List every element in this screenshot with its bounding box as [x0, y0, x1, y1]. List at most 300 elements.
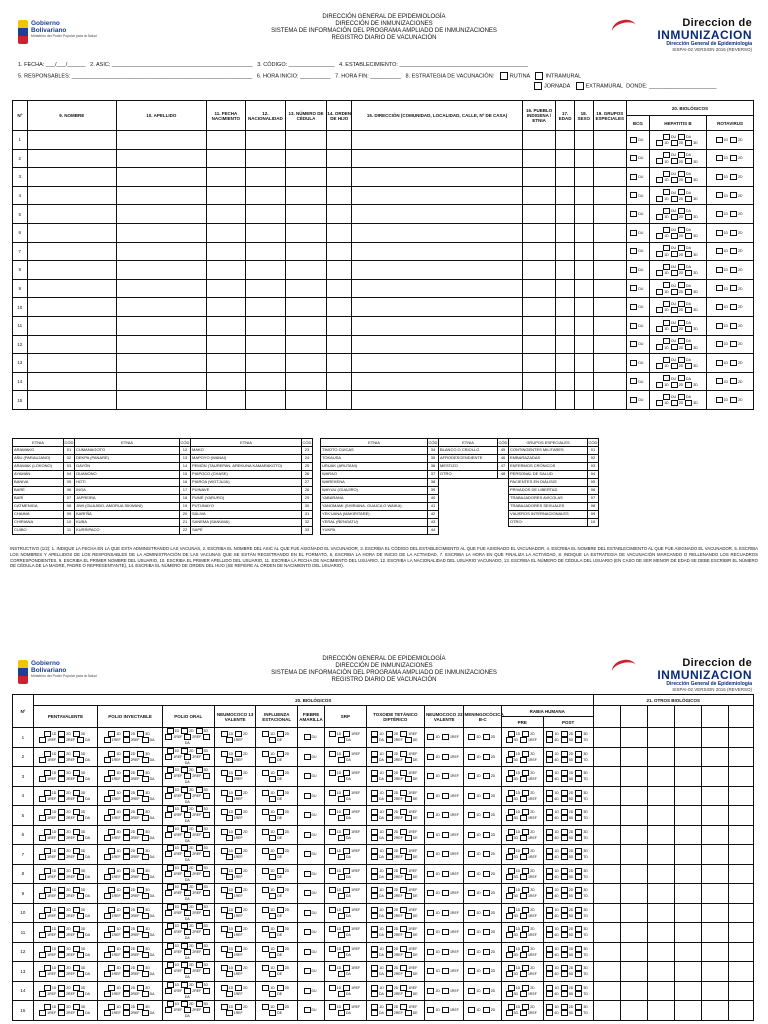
- rpre-3d-checkbox[interactable]: [506, 737, 513, 743]
- input-cell[interactable]: [522, 391, 555, 410]
- vpi-1ref-checkbox[interactable]: [104, 893, 111, 899]
- rpost-4d-checkbox[interactable]: [546, 932, 553, 938]
- vpo-3d-checkbox[interactable]: [196, 982, 203, 988]
- hepb-da-checkbox[interactable]: [678, 264, 685, 270]
- penta-da-checkbox[interactable]: [77, 757, 84, 763]
- input-cell[interactable]: [117, 298, 207, 317]
- vpi-1ref-checkbox[interactable]: [104, 815, 111, 821]
- other-bio-cell[interactable]: [593, 806, 620, 826]
- td-de-checkbox[interactable]: [405, 932, 412, 938]
- rpost-2d-checkbox[interactable]: [561, 848, 568, 854]
- vpi-2ref-checkbox[interactable]: [123, 796, 130, 802]
- vpo-1d-checkbox[interactable]: [167, 826, 174, 832]
- srp-1ref-checkbox[interactable]: [343, 868, 350, 874]
- penta-1d-checkbox[interactable]: [44, 848, 51, 854]
- rpre-2d-checkbox[interactable]: [522, 731, 529, 737]
- hepb-1d-checkbox[interactable]: [656, 307, 663, 313]
- other-bio-cell[interactable]: [593, 923, 620, 943]
- vpo-3d-checkbox[interactable]: [196, 1001, 203, 1007]
- rpre-1ref-checkbox[interactable]: [520, 874, 527, 880]
- hepb-du-checkbox[interactable]: [663, 208, 670, 214]
- vpi-1d-checkbox[interactable]: [108, 809, 115, 815]
- vpi-2ref-checkbox[interactable]: [123, 835, 130, 841]
- vpo-da-checkbox[interactable]: [203, 910, 210, 916]
- men-2d-checkbox[interactable]: [483, 851, 490, 857]
- rpost-2d-checkbox[interactable]: [561, 887, 568, 893]
- rpost-2d-checkbox[interactable]: [561, 965, 568, 971]
- flu-2d-checkbox[interactable]: [277, 1004, 284, 1010]
- td-1ref-checkbox[interactable]: [400, 985, 407, 991]
- other-bio-cell[interactable]: [620, 767, 647, 787]
- td-2d-checkbox[interactable]: [386, 731, 393, 737]
- other-bio-cell[interactable]: [593, 903, 620, 923]
- n23-1d-checkbox[interactable]: [427, 1007, 434, 1013]
- rpost-2d-checkbox[interactable]: [561, 907, 568, 913]
- other-bio-cell[interactable]: [674, 884, 701, 904]
- td-da-checkbox[interactable]: [371, 913, 378, 919]
- penta-1ref-checkbox[interactable]: [39, 893, 46, 899]
- vpi-2d-checkbox[interactable]: [123, 985, 130, 991]
- rutina-checkbox[interactable]: [500, 72, 508, 80]
- vpo-da-checkbox[interactable]: [203, 1007, 210, 1013]
- asic-field[interactable]: 2. ASIC: ______________________________________________: [90, 62, 253, 68]
- srp-1ref-checkbox[interactable]: [343, 1004, 350, 1010]
- other-bio-header[interactable]: [647, 706, 674, 728]
- other-bio-cell[interactable]: [674, 825, 701, 845]
- penta-1ref-checkbox[interactable]: [39, 815, 46, 821]
- men-2d-checkbox[interactable]: [483, 890, 490, 896]
- hepb-1d-checkbox[interactable]: [656, 326, 663, 332]
- input-cell[interactable]: [117, 242, 207, 261]
- td-1ref-checkbox[interactable]: [400, 965, 407, 971]
- srp-da-checkbox[interactable]: [338, 815, 345, 821]
- rpre-1d-checkbox[interactable]: [508, 751, 515, 757]
- n23-1d-checkbox[interactable]: [427, 851, 434, 857]
- input-cell[interactable]: [206, 298, 246, 317]
- rota-1d-checkbox[interactable]: [716, 285, 723, 291]
- other-bio-cell[interactable]: [593, 728, 620, 748]
- vpi-da-checkbox[interactable]: [142, 971, 149, 977]
- vpo-2d-checkbox[interactable]: [181, 943, 188, 949]
- srp-1d-checkbox[interactable]: [329, 868, 336, 874]
- penta-2d-checkbox[interactable]: [58, 946, 65, 952]
- td-1d-checkbox[interactable]: [371, 887, 378, 893]
- penta-1d-checkbox[interactable]: [44, 926, 51, 932]
- vpi-da-checkbox[interactable]: [142, 874, 149, 880]
- rpost-td-checkbox[interactable]: [575, 815, 582, 821]
- n13-2d-checkbox[interactable]: [235, 907, 242, 913]
- n13-1ref-checkbox[interactable]: [226, 913, 233, 919]
- other-bio-cell[interactable]: [647, 747, 674, 767]
- flu-de-checkbox[interactable]: [269, 757, 276, 763]
- rpre-1ref-checkbox[interactable]: [520, 796, 527, 802]
- hepb-du-checkbox[interactable]: [663, 134, 670, 140]
- n13-1ref-checkbox[interactable]: [226, 991, 233, 997]
- men-1d-checkbox[interactable]: [468, 754, 475, 760]
- flu-de-checkbox[interactable]: [269, 932, 276, 938]
- vpo-3d-checkbox[interactable]: [196, 728, 203, 734]
- input-cell[interactable]: [246, 391, 286, 410]
- flu-de-checkbox[interactable]: [269, 991, 276, 997]
- vpo-1d-checkbox[interactable]: [167, 904, 174, 910]
- hepb-3d-checkbox[interactable]: [685, 196, 692, 202]
- rpost-2d-checkbox[interactable]: [561, 790, 568, 796]
- hepb-2d-checkbox[interactable]: [671, 251, 678, 257]
- vpo-1ref-checkbox[interactable]: [165, 754, 172, 760]
- men-1d-checkbox[interactable]: [468, 890, 475, 896]
- hepb-da-checkbox[interactable]: [678, 189, 685, 195]
- rpost-3d-checkbox[interactable]: [575, 1004, 582, 1010]
- penta-1d-checkbox[interactable]: [44, 751, 51, 757]
- penta-3d-checkbox[interactable]: [73, 731, 80, 737]
- vpo-2ref-checkbox[interactable]: [184, 1007, 191, 1013]
- srp-1d-checkbox[interactable]: [329, 751, 336, 757]
- hepb-2d-checkbox[interactable]: [671, 140, 678, 146]
- bcg-du-checkbox[interactable]: [630, 304, 637, 310]
- hepb-du-checkbox[interactable]: [663, 227, 670, 233]
- fa-du-checkbox[interactable]: [304, 949, 311, 955]
- vpo-da-checkbox[interactable]: [203, 851, 210, 857]
- hepb-da-checkbox[interactable]: [678, 375, 685, 381]
- penta-2ref-checkbox[interactable]: [58, 1010, 65, 1016]
- srp-1d-checkbox[interactable]: [329, 946, 336, 952]
- vpo-2ref-checkbox[interactable]: [184, 949, 191, 955]
- input-cell[interactable]: [352, 131, 523, 150]
- vpi-2d-checkbox[interactable]: [123, 887, 130, 893]
- n23-1ref-checkbox[interactable]: [442, 929, 449, 935]
- input-cell[interactable]: [246, 279, 286, 298]
- vpi-da-checkbox[interactable]: [142, 815, 149, 821]
- rpost-4d-checkbox[interactable]: [546, 874, 553, 880]
- rpre-3d-checkbox[interactable]: [506, 913, 513, 919]
- input-cell[interactable]: [117, 354, 207, 373]
- rpre-1d-checkbox[interactable]: [508, 731, 515, 737]
- vpo-2ref-checkbox[interactable]: [184, 851, 191, 857]
- rota-2d-checkbox[interactable]: [730, 360, 737, 366]
- input-cell[interactable]: [27, 316, 117, 335]
- other-bio-cell[interactable]: [647, 806, 674, 826]
- penta-1ref-checkbox[interactable]: [39, 932, 46, 938]
- hepb-1d-checkbox[interactable]: [656, 400, 663, 406]
- rpost-td-checkbox[interactable]: [575, 971, 582, 977]
- srp-da-checkbox[interactable]: [338, 796, 345, 802]
- other-bio-cell[interactable]: [728, 864, 753, 884]
- penta-1ref-checkbox[interactable]: [39, 874, 46, 880]
- rpost-td-checkbox[interactable]: [575, 893, 582, 899]
- input-cell[interactable]: [593, 205, 626, 224]
- td-1d-checkbox[interactable]: [371, 848, 378, 854]
- vpo-1d-checkbox[interactable]: [167, 923, 174, 929]
- n13-1d-checkbox[interactable]: [221, 965, 228, 971]
- n23-1d-checkbox[interactable]: [427, 988, 434, 994]
- rpost-4d-checkbox[interactable]: [546, 815, 553, 821]
- input-cell[interactable]: [352, 168, 523, 187]
- hepb-da-checkbox[interactable]: [678, 245, 685, 251]
- men-2d-checkbox[interactable]: [483, 871, 490, 877]
- rpre-1d-checkbox[interactable]: [508, 848, 515, 854]
- input-cell[interactable]: [27, 168, 117, 187]
- rpost-td-checkbox[interactable]: [575, 952, 582, 958]
- td-2d-checkbox[interactable]: [386, 868, 393, 874]
- other-bio-cell[interactable]: [647, 786, 674, 806]
- input-cell[interactable]: [285, 131, 327, 150]
- flu-de-checkbox[interactable]: [269, 737, 276, 743]
- vpo-1d-checkbox[interactable]: [167, 982, 174, 988]
- vpi-da-checkbox[interactable]: [142, 913, 149, 919]
- flu-de-checkbox[interactable]: [269, 893, 276, 899]
- td-1ref-checkbox[interactable]: [400, 829, 407, 835]
- n13-1ref-checkbox[interactable]: [226, 815, 233, 821]
- rpost-3d-checkbox[interactable]: [575, 848, 582, 854]
- rpost-1d-checkbox[interactable]: [546, 985, 553, 991]
- vpo-1ref-checkbox[interactable]: [165, 734, 172, 740]
- penta-da-checkbox[interactable]: [77, 952, 84, 958]
- td-da-checkbox[interactable]: [371, 757, 378, 763]
- other-bio-cell[interactable]: [620, 864, 647, 884]
- n23-1d-checkbox[interactable]: [427, 949, 434, 955]
- men-2d-checkbox[interactable]: [483, 832, 490, 838]
- input-cell[interactable]: [285, 354, 327, 373]
- vpi-2d-checkbox[interactable]: [123, 1004, 130, 1010]
- hepb-da-checkbox[interactable]: [678, 152, 685, 158]
- rpost-4d-checkbox[interactable]: [546, 757, 553, 763]
- rota-2d-checkbox[interactable]: [730, 155, 737, 161]
- n23-1ref-checkbox[interactable]: [442, 1007, 449, 1013]
- rpost-3d-checkbox[interactable]: [575, 790, 582, 796]
- penta-3d-checkbox[interactable]: [73, 829, 80, 835]
- vpo-3d-checkbox[interactable]: [196, 806, 203, 812]
- jornada-checkbox[interactable]: [534, 82, 542, 90]
- vpi-1ref-checkbox[interactable]: [104, 874, 111, 880]
- bcg-du-checkbox[interactable]: [630, 211, 637, 217]
- rota-1d-checkbox[interactable]: [716, 323, 723, 329]
- vpi-da-checkbox[interactable]: [142, 737, 149, 743]
- input-cell[interactable]: [593, 131, 626, 150]
- vpo-3d-checkbox[interactable]: [196, 787, 203, 793]
- vpo-1ref-checkbox[interactable]: [165, 988, 172, 994]
- rpre-3d-checkbox[interactable]: [506, 757, 513, 763]
- td-2d-checkbox[interactable]: [386, 887, 393, 893]
- n13-2d-checkbox[interactable]: [235, 731, 242, 737]
- rpre-1ref-checkbox[interactable]: [520, 737, 527, 743]
- penta-2ref-checkbox[interactable]: [58, 952, 65, 958]
- vpi-3d-checkbox[interactable]: [137, 770, 144, 776]
- vpo-da-checkbox[interactable]: [203, 929, 210, 935]
- vpo-1d-checkbox[interactable]: [167, 1001, 174, 1007]
- vpo-1ref-checkbox[interactable]: [165, 793, 172, 799]
- rota-1d-checkbox[interactable]: [716, 248, 723, 254]
- rpost-4d-checkbox[interactable]: [546, 991, 553, 997]
- vpo-1d-checkbox[interactable]: [167, 865, 174, 871]
- vpi-1ref-checkbox[interactable]: [104, 796, 111, 802]
- input-cell[interactable]: [206, 205, 246, 224]
- other-bio-cell[interactable]: [674, 747, 701, 767]
- penta-da-checkbox[interactable]: [77, 737, 84, 743]
- flu-1d-checkbox[interactable]: [262, 887, 269, 893]
- vpi-1ref-checkbox[interactable]: [104, 991, 111, 997]
- input-cell[interactable]: [522, 131, 555, 150]
- vpo-2d-checkbox[interactable]: [181, 806, 188, 812]
- input-cell[interactable]: [593, 223, 626, 242]
- penta-1d-checkbox[interactable]: [44, 907, 51, 913]
- td-1d-checkbox[interactable]: [371, 1004, 378, 1010]
- other-bio-cell[interactable]: [620, 962, 647, 982]
- intramural-checkbox[interactable]: [535, 72, 543, 80]
- hepb-da-checkbox[interactable]: [678, 338, 685, 344]
- hepb-3d-checkbox[interactable]: [685, 289, 692, 295]
- n13-1ref-checkbox[interactable]: [226, 854, 233, 860]
- td-2d-checkbox[interactable]: [386, 985, 393, 991]
- input-cell[interactable]: [27, 335, 117, 354]
- men-2d-checkbox[interactable]: [483, 929, 490, 935]
- rpost-5d-checkbox[interactable]: [561, 757, 568, 763]
- vpi-2ref-checkbox[interactable]: [123, 893, 130, 899]
- n23-1d-checkbox[interactable]: [427, 929, 434, 935]
- vpi-da-checkbox[interactable]: [142, 932, 149, 938]
- td-da-checkbox[interactable]: [371, 815, 378, 821]
- hepb-da-checkbox[interactable]: [678, 208, 685, 214]
- vpo-1d-checkbox[interactable]: [167, 748, 174, 754]
- srp-1d-checkbox[interactable]: [329, 790, 336, 796]
- vpo-da-checkbox[interactable]: [203, 832, 210, 838]
- rpre-2d-checkbox[interactable]: [522, 868, 529, 874]
- other-bio-cell[interactable]: [620, 923, 647, 943]
- hepb-2d-checkbox[interactable]: [671, 326, 678, 332]
- vpo-2ref-checkbox[interactable]: [184, 929, 191, 935]
- rpre-3d-checkbox[interactable]: [506, 796, 513, 802]
- td-2d-checkbox[interactable]: [386, 751, 393, 757]
- other-bio-cell[interactable]: [701, 825, 728, 845]
- hepb-1d-checkbox[interactable]: [656, 382, 663, 388]
- rpost-1d-checkbox[interactable]: [546, 829, 553, 835]
- rota-2d-checkbox[interactable]: [730, 323, 737, 329]
- rota-2d-checkbox[interactable]: [730, 174, 737, 180]
- vpi-2ref-checkbox[interactable]: [123, 874, 130, 880]
- vpi-3d-checkbox[interactable]: [137, 965, 144, 971]
- td-da-checkbox[interactable]: [371, 874, 378, 880]
- penta-2ref-checkbox[interactable]: [58, 757, 65, 763]
- vpi-1d-checkbox[interactable]: [108, 907, 115, 913]
- hepb-2d-checkbox[interactable]: [671, 307, 678, 313]
- vpo-3d-checkbox[interactable]: [196, 943, 203, 949]
- other-bio-cell[interactable]: [728, 845, 753, 865]
- other-bio-cell[interactable]: [593, 962, 620, 982]
- penta-3d-checkbox[interactable]: [73, 946, 80, 952]
- td-2ref-checkbox[interactable]: [386, 1010, 393, 1016]
- input-cell[interactable]: [593, 168, 626, 187]
- td-de-checkbox[interactable]: [405, 893, 412, 899]
- other-bio-cell[interactable]: [701, 845, 728, 865]
- rota-1d-checkbox[interactable]: [716, 137, 723, 143]
- bcg-du-checkbox[interactable]: [630, 137, 637, 143]
- penta-2d-checkbox[interactable]: [58, 790, 65, 796]
- n23-1ref-checkbox[interactable]: [442, 890, 449, 896]
- n23-1ref-checkbox[interactable]: [442, 988, 449, 994]
- input-cell[interactable]: [206, 168, 246, 187]
- input-cell[interactable]: [522, 186, 555, 205]
- other-bio-cell[interactable]: [620, 845, 647, 865]
- n23-1ref-checkbox[interactable]: [442, 793, 449, 799]
- penta-1ref-checkbox[interactable]: [39, 1010, 46, 1016]
- input-cell[interactable]: [593, 316, 626, 335]
- rpre-2d-checkbox[interactable]: [522, 946, 529, 952]
- n13-2d-checkbox[interactable]: [235, 946, 242, 952]
- penta-2d-checkbox[interactable]: [58, 829, 65, 835]
- flu-2d-checkbox[interactable]: [277, 887, 284, 893]
- vpi-2ref-checkbox[interactable]: [123, 815, 130, 821]
- srp-da-checkbox[interactable]: [338, 776, 345, 782]
- input-cell[interactable]: [27, 261, 117, 280]
- input-cell[interactable]: [556, 354, 575, 373]
- hepb-3d-checkbox[interactable]: [685, 382, 692, 388]
- srp-da-checkbox[interactable]: [338, 737, 345, 743]
- other-bio-cell[interactable]: [701, 903, 728, 923]
- penta-1d-checkbox[interactable]: [44, 868, 51, 874]
- penta-1ref-checkbox[interactable]: [39, 854, 46, 860]
- hora-inicio-field[interactable]: 6. HORA INICIO: __________: [256, 73, 331, 80]
- vpi-2d-checkbox[interactable]: [123, 751, 130, 757]
- penta-2d-checkbox[interactable]: [58, 731, 65, 737]
- n13-1d-checkbox[interactable]: [221, 887, 228, 893]
- vpo-1d-checkbox[interactable]: [167, 943, 174, 949]
- n13-1d-checkbox[interactable]: [221, 829, 228, 835]
- penta-1d-checkbox[interactable]: [44, 809, 51, 815]
- rpost-1d-checkbox[interactable]: [546, 887, 553, 893]
- vpi-3d-checkbox[interactable]: [137, 848, 144, 854]
- rota-1d-checkbox[interactable]: [716, 192, 723, 198]
- rpost-2d-checkbox[interactable]: [561, 809, 568, 815]
- input-cell[interactable]: [285, 279, 327, 298]
- n13-1d-checkbox[interactable]: [221, 731, 228, 737]
- vpi-3d-checkbox[interactable]: [137, 946, 144, 952]
- penta-da-checkbox[interactable]: [77, 776, 84, 782]
- vpi-2ref-checkbox[interactable]: [123, 971, 130, 977]
- other-bio-cell[interactable]: [674, 767, 701, 787]
- hepb-da-checkbox[interactable]: [678, 171, 685, 177]
- n13-1ref-checkbox[interactable]: [226, 757, 233, 763]
- hora-fin-field[interactable]: 7. HORA FIN: __________: [335, 73, 401, 80]
- men-2d-checkbox[interactable]: [483, 812, 490, 818]
- other-bio-cell[interactable]: [728, 747, 753, 767]
- input-cell[interactable]: [206, 316, 246, 335]
- vpi-2d-checkbox[interactable]: [123, 770, 130, 776]
- penta-1d-checkbox[interactable]: [44, 770, 51, 776]
- rpre-1ref-checkbox[interactable]: [520, 952, 527, 958]
- input-cell[interactable]: [327, 354, 352, 373]
- input-cell[interactable]: [522, 205, 555, 224]
- n13-1ref-checkbox[interactable]: [226, 776, 233, 782]
- vpi-3d-checkbox[interactable]: [137, 751, 144, 757]
- vpi-1ref-checkbox[interactable]: [104, 757, 111, 763]
- td-da-checkbox[interactable]: [371, 1010, 378, 1016]
- input-cell[interactable]: [27, 205, 117, 224]
- rpost-5d-checkbox[interactable]: [561, 776, 568, 782]
- rota-1d-checkbox[interactable]: [716, 397, 723, 403]
- n13-2d-checkbox[interactable]: [235, 887, 242, 893]
- rpost-5d-checkbox[interactable]: [561, 971, 568, 977]
- n23-1d-checkbox[interactable]: [427, 871, 434, 877]
- men-1d-checkbox[interactable]: [468, 910, 475, 916]
- rpre-1d-checkbox[interactable]: [508, 790, 515, 796]
- other-bio-header[interactable]: [620, 706, 647, 728]
- rpost-2d-checkbox[interactable]: [561, 731, 568, 737]
- penta-da-checkbox[interactable]: [77, 815, 84, 821]
- fecha-field[interactable]: 1. FECHA: ___/___/______: [18, 62, 86, 68]
- input-cell[interactable]: [246, 335, 286, 354]
- rota-1d-checkbox[interactable]: [716, 211, 723, 217]
- rpre-2d-checkbox[interactable]: [522, 985, 529, 991]
- other-bio-cell[interactable]: [728, 903, 753, 923]
